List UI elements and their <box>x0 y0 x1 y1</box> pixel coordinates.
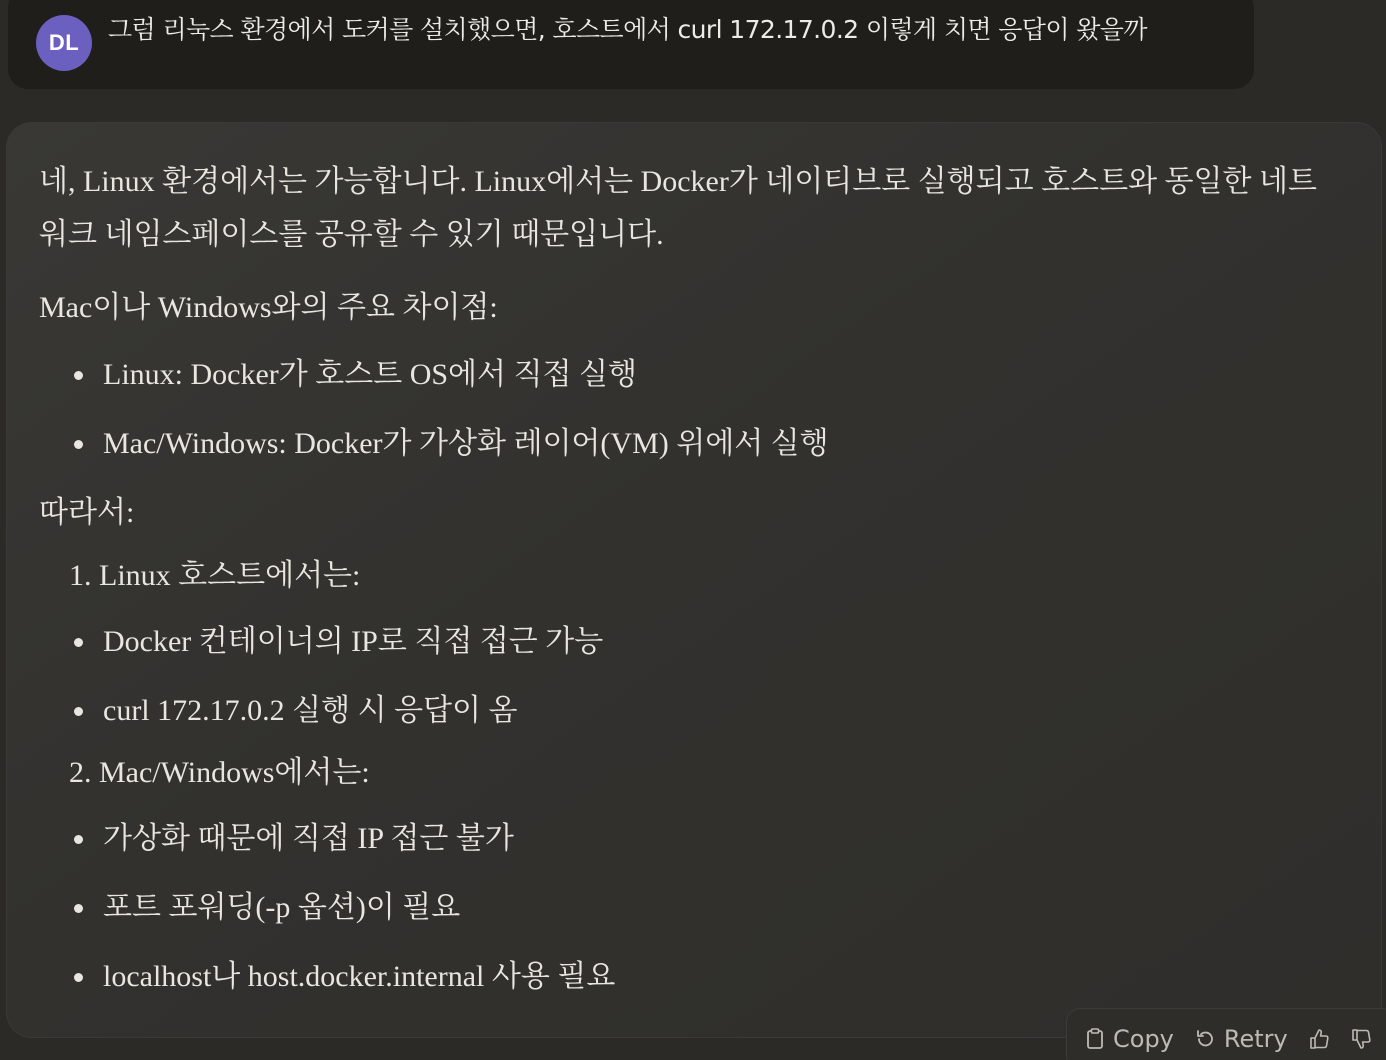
diff-heading: Mac이나 Windows와의 주요 차이점: <box>39 291 498 324</box>
list-item <box>39 348 1339 417</box>
list-item <box>39 615 1339 684</box>
copy-label: Copy <box>1113 1025 1174 1053</box>
bullet <box>74 371 83 380</box>
list-item-text: 가상화 때문에 직접 IP 접근 불가 <box>103 822 514 855</box>
list-item <box>39 417 1339 486</box>
list-item-text: 포트 포워딩(-p 옵션)이 필요 <box>103 891 461 924</box>
thumbs-up-icon <box>1308 1028 1330 1050</box>
user-message-text: 그럼 리눅스 환경에서 도커를 설치했으면, 호스트에서 curl 172.17.0.2 이렇게 치면 응답이 왔을까 <box>108 15 1147 44</box>
intro-line: 워크 네임스페이스를 공유할 수 있기 때문입니다. <box>39 218 664 251</box>
thumbs-down-icon <box>1350 1028 1372 1050</box>
bullet <box>74 835 83 844</box>
message-actions <box>1066 1008 1386 1060</box>
mac-windows-list <box>39 812 1339 1019</box>
list-item-text: curl 172.17.0.2 실행 시 응답이 옴 <box>103 694 518 727</box>
bullet <box>74 707 83 716</box>
section-title-mac-windows: 2. Mac/Windows에서는: <box>69 756 370 789</box>
thumbs-down-button[interactable] <box>1350 1028 1372 1050</box>
assistant-message <box>6 122 1382 1038</box>
diff-list <box>39 348 1339 486</box>
thumbs-up-button[interactable] <box>1308 1028 1330 1050</box>
list-item <box>39 881 1339 950</box>
intro-line: 네, Linux 환경에서는 가능합니다. Linux에서는 Docker가 네이티브로 실행되고 호스트와 동일한 네트 <box>39 165 1317 198</box>
retry-label: Retry <box>1223 1025 1288 1053</box>
list-item-text: Docker 컨테이너의 IP로 직접 접근 가능 <box>103 625 604 658</box>
linux-list <box>39 615 1339 746</box>
list-item <box>39 812 1339 881</box>
list-item-text: localhost나 host.docker.internal 사용 필요 <box>103 960 616 993</box>
therefore-heading: 따라서: <box>39 496 135 529</box>
assistant-message-body <box>39 155 1339 1019</box>
list-item-text: Mac/Windows: Docker가 가상화 레이어(VM) 위에서 실행 <box>103 427 829 460</box>
bullet <box>74 973 83 982</box>
avatar: DL <box>36 15 92 71</box>
bullet <box>74 904 83 913</box>
user-message <box>8 0 1254 89</box>
list-item <box>39 684 1339 746</box>
copy-button[interactable] <box>1085 1025 1174 1053</box>
bullet <box>74 440 83 449</box>
list-item-text: Linux: Docker가 호스트 OS에서 직접 실행 <box>103 358 637 391</box>
retry-icon <box>1194 1028 1216 1050</box>
bullet <box>74 638 83 647</box>
section-title-linux: 1. Linux 호스트에서는: <box>69 559 361 592</box>
clipboard-icon <box>1085 1028 1105 1050</box>
retry-button[interactable] <box>1194 1025 1288 1053</box>
